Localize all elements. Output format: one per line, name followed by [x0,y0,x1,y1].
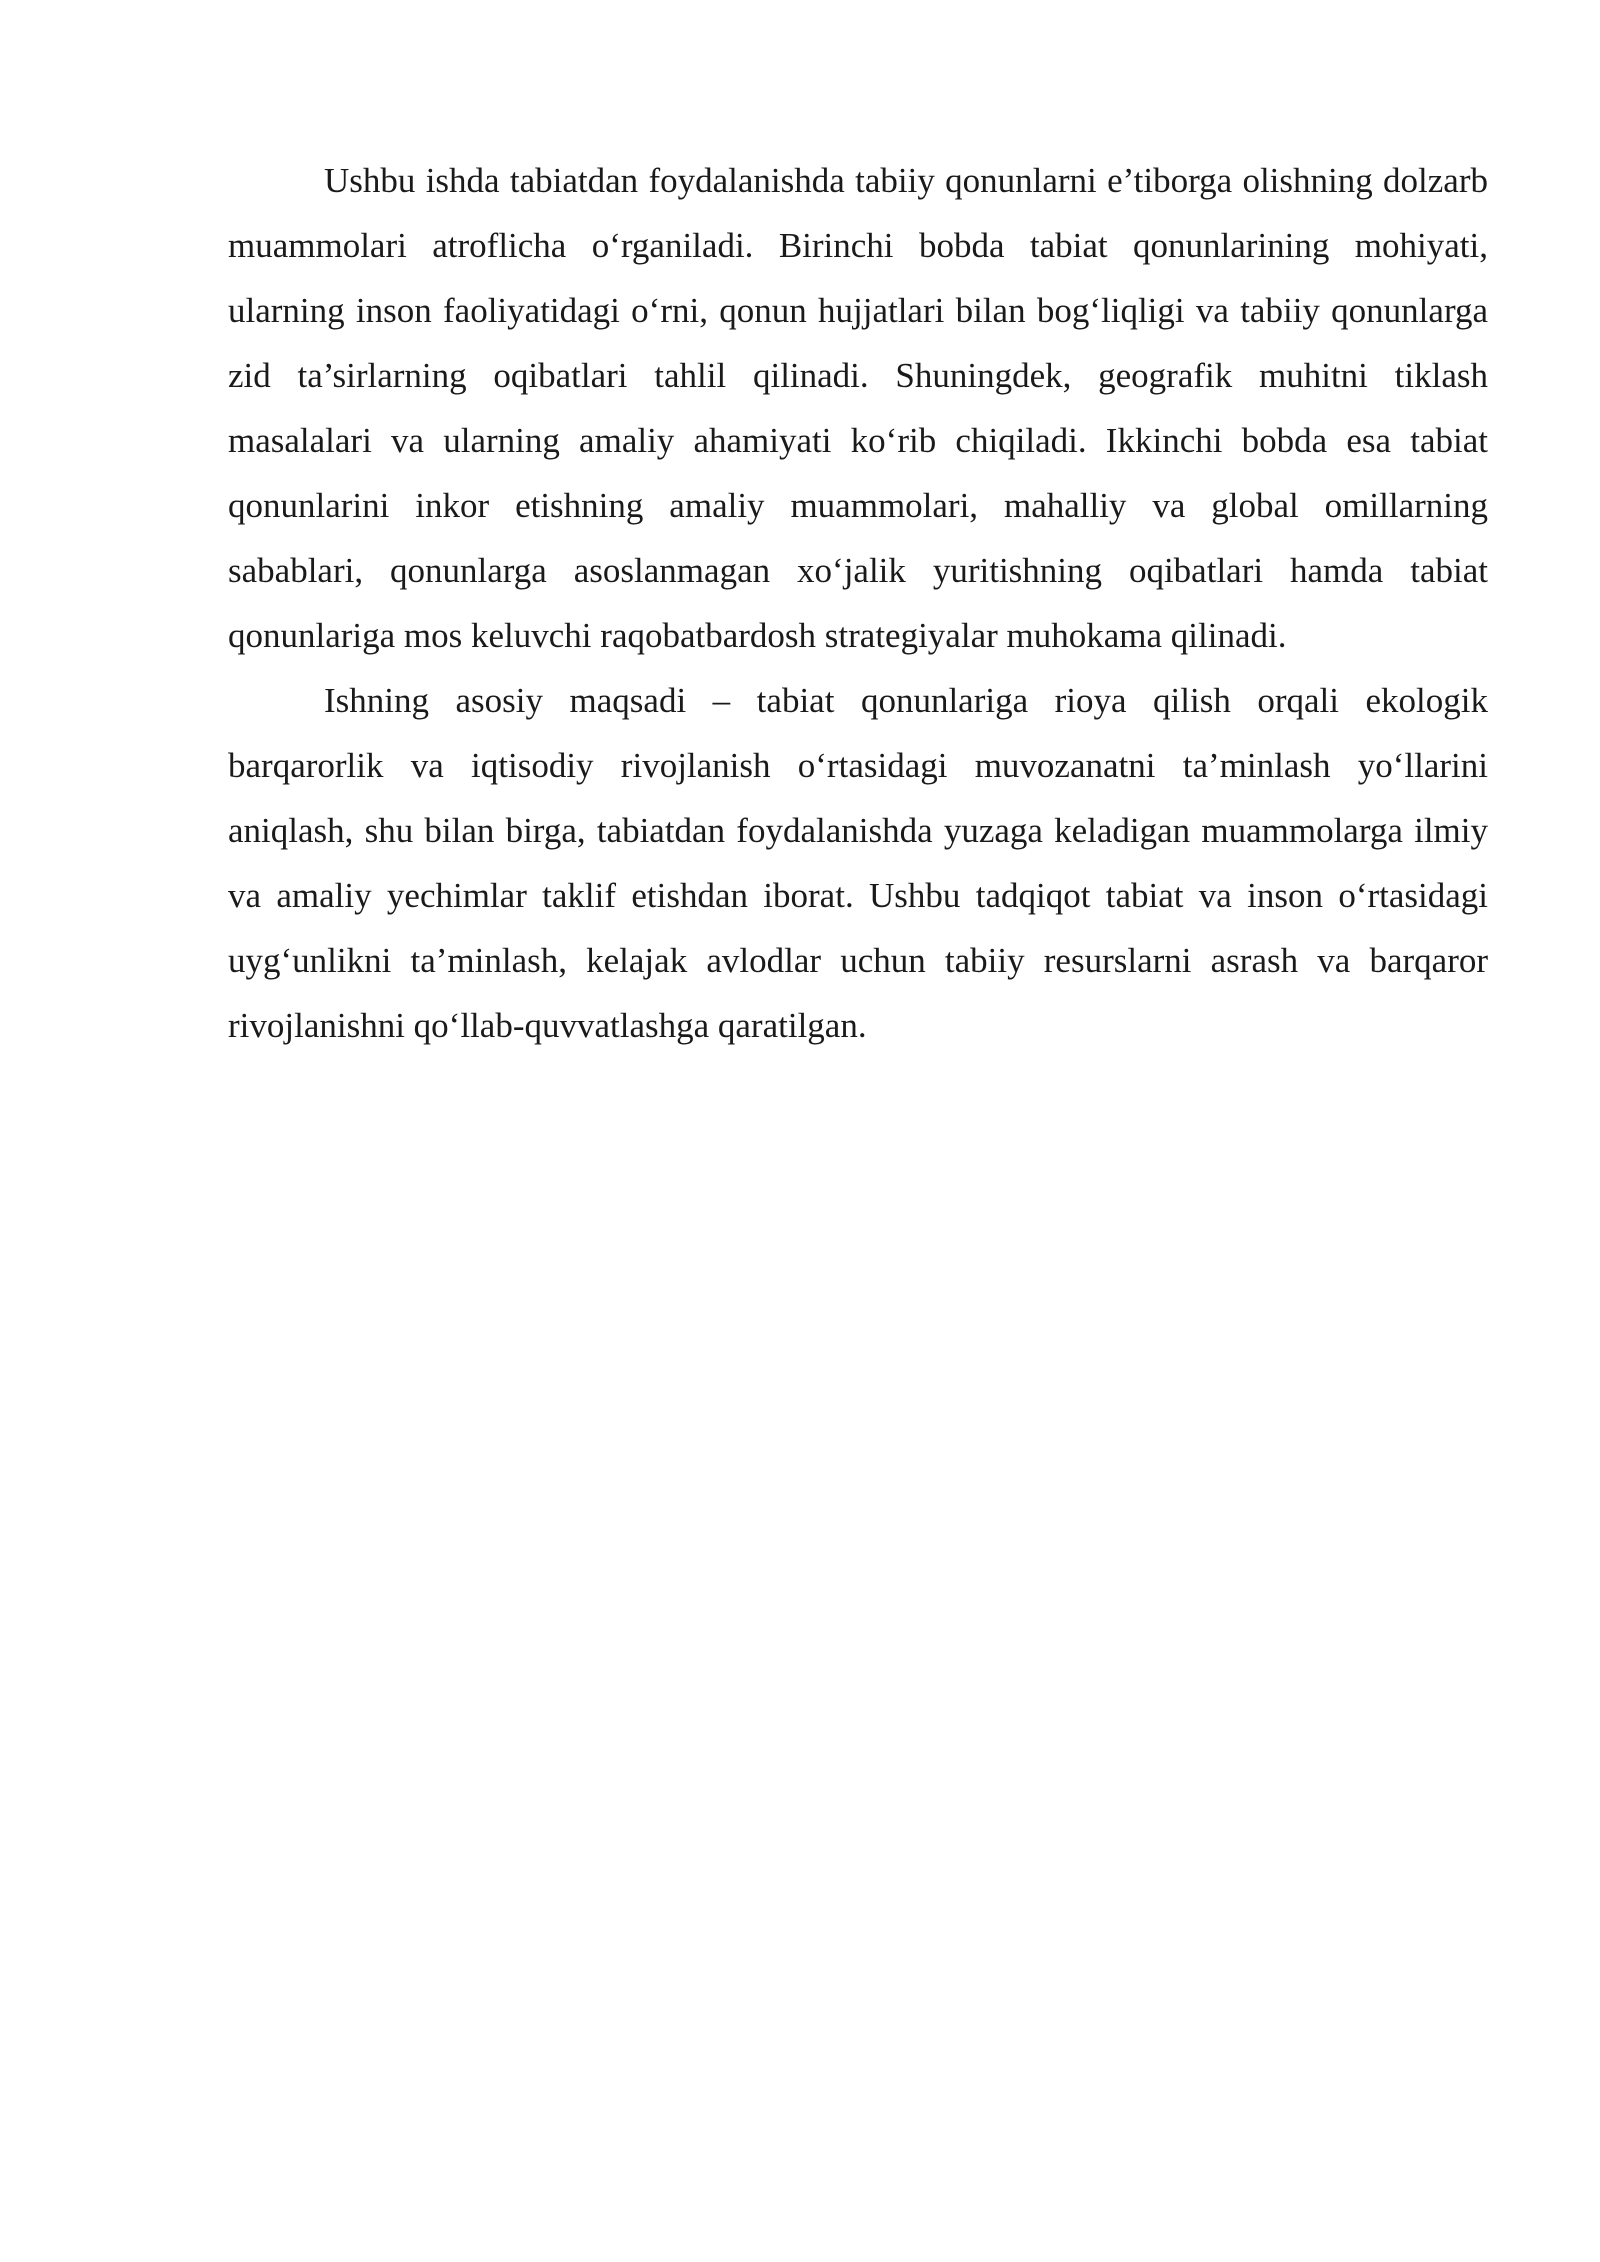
paragraph-goal: Ishning asosiy maqsadi – tabiat qonunlariga rioya qilish orqali ekologik barqarorlik va iqtisodiy rivojlanish o‘rtasidagi muvozanatni ta’minlash yo‘llarini aniqlash, shu bilan birga, tabiatdan foydalanishda yuzaga keladigan muammolarga ilmiy va amaliy yechimlar taklif etishdan iborat. Ushbu tadqiqot tabiat va inson o‘rtasidagi uyg‘unlikni ta’minlash, kelajak avlodlar uchun tabiiy resurslarni asrash va barqaror rivojlanishni qo‘llab-quvvatlashga qaratilgan. [228,681,1488,1045]
document-body [228,148,1488,1058]
paragraph-introduction: Ushbu ishda tabiatdan foydalanishda tabiiy qonunlarni e’tiborga olishning dolzarb muammolari atroflicha o‘rganiladi. Birinchi bobda tabiat qonunlarining mohiyati, ularning inson faoliyatidagi o‘rni, qonun hujjatlari bilan bog‘liqligi va tabiiy qonunlarga zid ta’sirlarning oqibatlari tahlil qilinadi. Shuningdek, geografik muhitni tiklash masalalari va ularning amaliy ahamiyati ko‘rib chiqiladi. Ikkinchi bobda esa tabiat qonunlarini inkor etishning amaliy muammolari, mahalliy va global omillarning sabablari, qonunlarga asoslanmagan xo‘jalik yuritishning oqibatlari hamda tabiat qonunlariga mos keluvchi raqobatbardosh strategiyalar muhokama qilinadi. [228,161,1488,655]
